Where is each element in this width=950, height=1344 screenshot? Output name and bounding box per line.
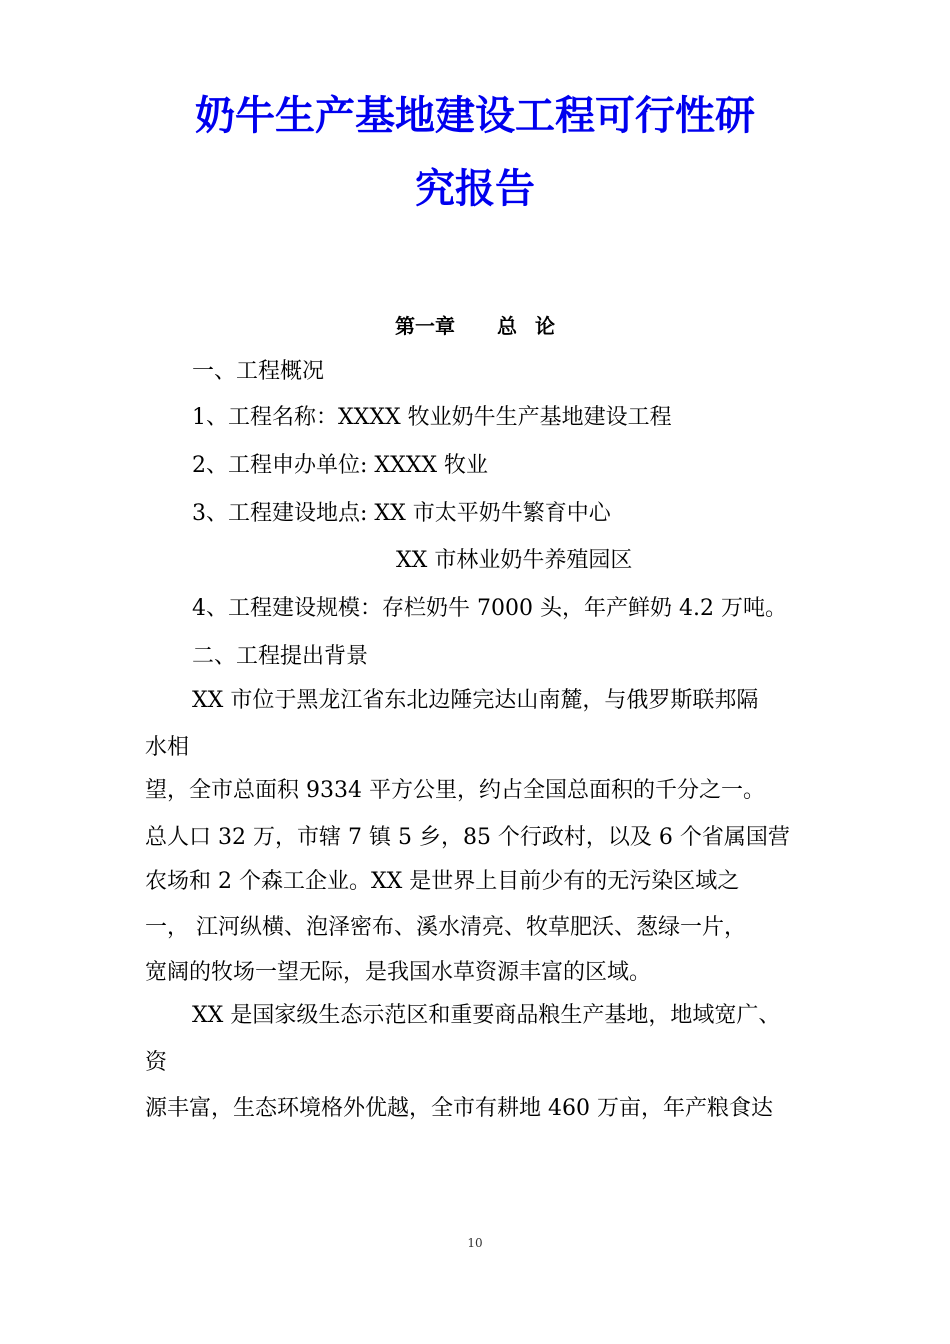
item-project-name: 1、工程名称：XXXX 牧业奶牛生产基地建设工程 [192,405,672,430]
paragraph-line: 水相 [145,735,190,760]
paragraph-line: 总人口 32 万，市辖 7 镇 5 乡，85 个行政村，以及 6 个省属国营 [145,825,790,850]
item-scale: 4、工程建设规模：存栏奶牛 7000 头，年产鲜奶 4.2 万吨。 [192,596,787,621]
chapter-name-part-2: 论 [535,314,555,338]
paragraph-line: XX 市位于黑龙江省东北边陲完达山南麓，与俄罗斯联邦隔 [192,688,759,713]
page-number: 10 [467,1236,483,1250]
document-title-line-1: 奶牛生产基地建设工程可行性研 [195,93,755,139]
paragraph-line: 宽阔的牧场一望无际，是我国水草资源丰富的区域。 [145,960,652,985]
paragraph-line: 一， 江河纵横、泡泽密布、溪水清亮、牧草肥沃、葱绿一片， [145,915,746,940]
chapter-heading [0,312,950,340]
paragraph-line: 资 [145,1050,168,1075]
paragraph-line: 源丰富，生态环境格外优越，全市有耕地 460 万亩，年产粮食达 [145,1096,773,1121]
chapter-number: 第一章 [395,314,455,338]
paragraph-line: 农场和 2 个森工企业。XX 是世界上目前少有的无污染区域之 [145,869,740,894]
document-title-line-2: 究报告 [415,166,535,212]
paragraph-line: 望，全市总面积 9334 平方公里，约占全国总面积的千分之一。 [145,778,765,803]
paragraph-line: XX 是国家级生态示范区和重要商品粮生产基地，地域宽广、 [192,1003,781,1028]
item-location: 3、工程建设地点: XX 市太平奶牛繁育中心 [192,501,611,526]
item-applicant: 2、工程申办单位: XXXX 牧业 [192,453,489,478]
item-location-2: XX 市林业奶牛养殖园区 [396,548,633,573]
section-heading-background: 二、工程提出背景 [192,644,369,669]
section-heading-overview: 一、工程概况 [192,359,325,384]
chapter-name-part-1: 总 [497,314,517,338]
